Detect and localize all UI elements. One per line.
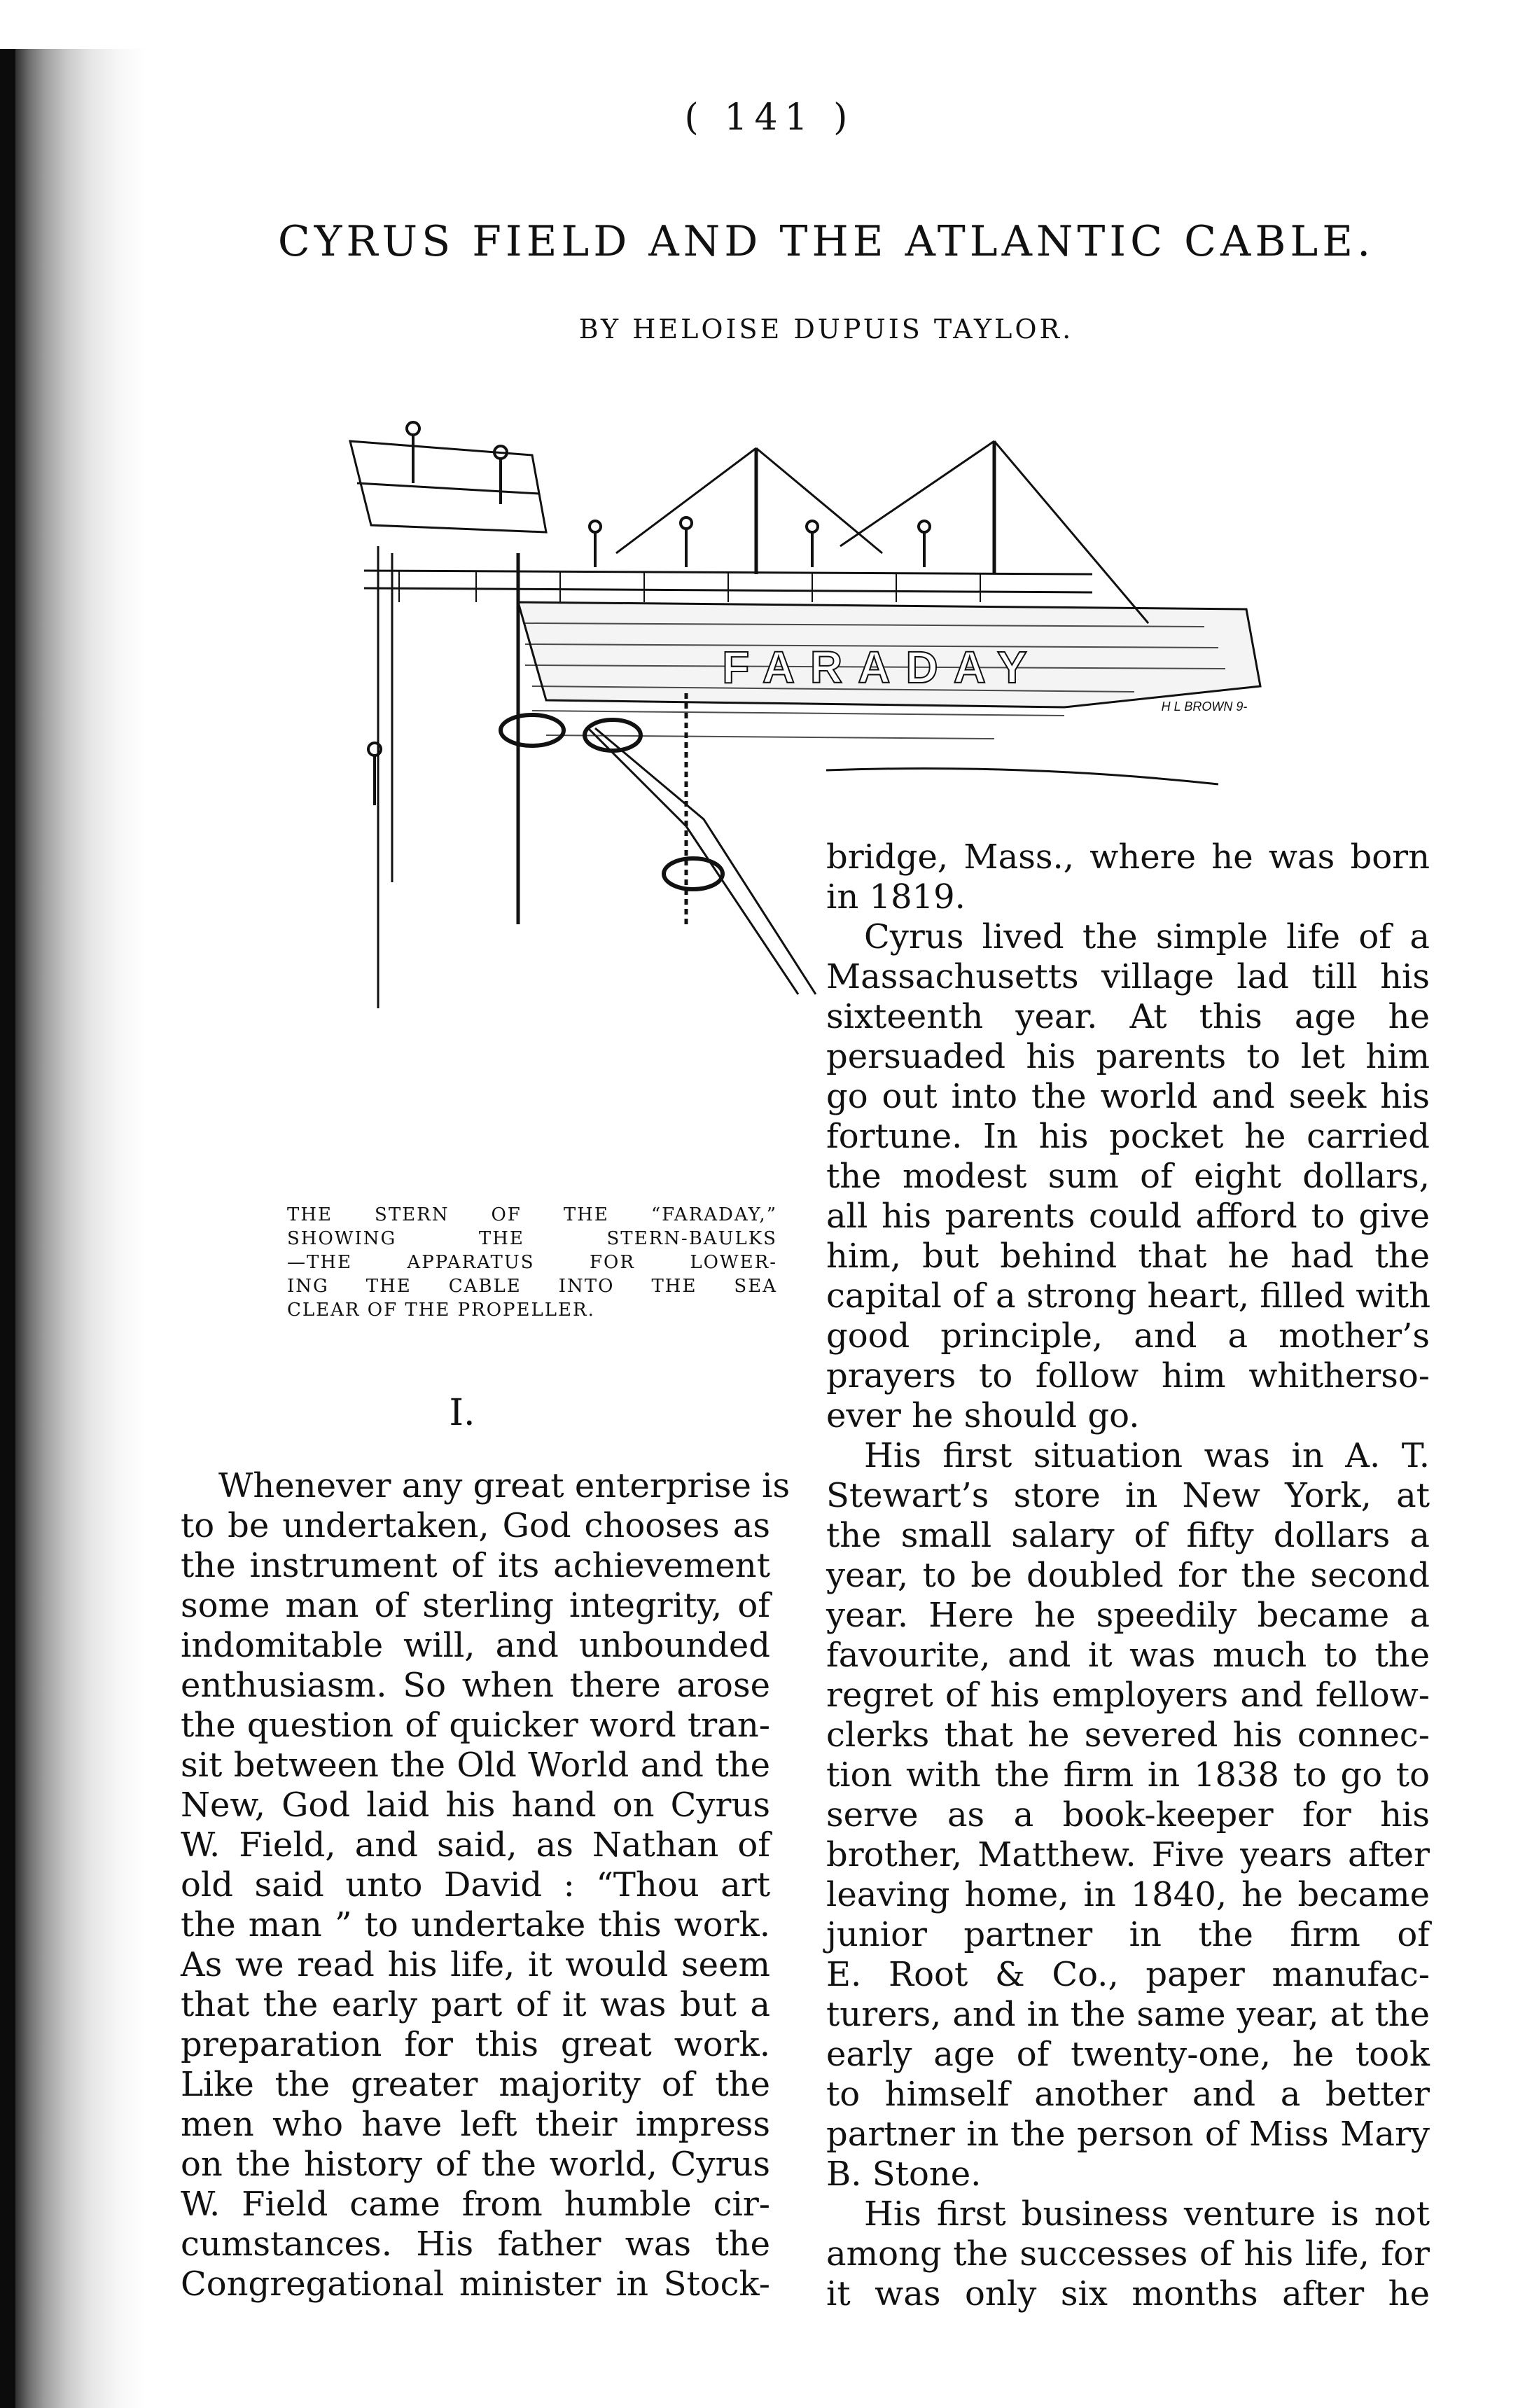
text-line: go out into the world and seek his [826,1077,1430,1116]
text-line: the instrument of its achievement [181,1546,770,1585]
article-byline: BY HELOISE DUPUIS TAYLOR. [578,314,1074,345]
text-line: partner in the person of Miss Mary [826,2115,1430,2154]
text-line: Stewart’s store in New York, at [826,1476,1430,1515]
text-line: W. Field, and said, as Nathan of [181,1825,770,1865]
text-line: Whenever any great enterprise is [218,1466,791,1505]
text-line: As we read his life, it would seem [181,1945,770,1984]
text-line: leaving home, in 1840, he became [826,1875,1430,1914]
artist-signature: H L BROWN 9- [1161,700,1248,714]
text-line: year. Here he speedily became a [826,1596,1430,1635]
text-line: Like the greater majority of the [181,2065,770,2104]
text-line: that the early part of it was but a [181,1985,770,2024]
caption-line: ING THE CABLE INTO THE SEA [287,1276,777,1297]
text-line: E. Root & Co., paper manufac- [826,1955,1430,1994]
text-line: persuaded his parents to let him [826,1037,1430,1076]
text-line: all his parents could afford to give [826,1197,1430,1236]
text-line: early age of twenty-one, he took [826,2035,1430,2074]
text-line: Massachusetts village lad till his [826,957,1430,996]
text-line: old said unto David : “Thou art [181,1865,770,1905]
ship-name-lettering: FARADAY [722,642,1043,693]
caption-line: SHOWING THE STERN-BAULKS [287,1228,777,1249]
text-line: B. Stone. [826,2155,982,2194]
text-line: sit between the Old World and the [181,1746,770,1785]
scan-edge [0,49,15,2408]
caption-line: CLEAR OF THE PROPELLER. [287,1300,595,1321]
text-line: some man of sterling integrity, of [181,1586,770,1625]
text-line: him, but behind that he had the [826,1237,1430,1276]
text-line: brother, Matthew. Five years after [826,1835,1430,1874]
left-column [181,1466,791,2304]
text-line: His first business venture is not [864,2194,1430,2234]
text-line: regret of his employers and fellow- [826,1676,1430,1715]
illustration-caption [287,1203,777,1322]
text-line: in 1819. [826,877,966,917]
text-line: indomitable will, and unbounded [181,1626,770,1665]
text-line: it was only six months after he [826,2274,1430,2313]
text-line: clerks that he severed his connec- [826,1715,1430,1755]
text-line: among the successes of his life, for [826,2234,1430,2274]
text-line: fortune. In his pocket he carried [826,1117,1430,1156]
text-line: Cyrus lived the simple life of a [864,917,1430,956]
text-line: preparation for this great work. [181,2025,770,2064]
text-line: Congregational minister in Stock- [181,2264,770,2304]
book-spine-shadow [0,49,147,2408]
text-line: the small salary of fifty dollars a [826,1516,1430,1555]
text-line: capital of a strong heart, filled with [826,1276,1430,1316]
article-title: CYRUS FIELD AND THE ATLANTIC CABLE. [277,217,1375,266]
text-line: sixteenth year. At this age he [826,997,1430,1036]
text-line: turers, and in the same year, at the [826,1995,1430,2034]
text-line: to be undertaken, God chooses as [181,1506,770,1545]
text-line: junior partner in the firm of [826,1915,1430,1954]
text-line: New, God laid his hand on Cyrus [181,1786,770,1825]
text-line: year, to be doubled for the second [826,1556,1430,1595]
text-line: ever he should go. [826,1396,1140,1435]
caption-line: THE STERN OF THE “FARADAY,” [287,1204,777,1225]
text-line: to himself another and a better [826,2075,1430,2114]
text-line: favourite, and it was much to the [826,1636,1430,1675]
section-heading: I. [449,1392,475,1434]
text-line: the question of quicker word tran- [181,1706,770,1745]
text-line: enthusiasm. So when there arose [181,1666,770,1705]
text-line: His first situation was in A. T. [864,1436,1430,1475]
right-column [826,837,1430,2314]
text-line: serve as a book-keeper for his [826,1795,1430,1835]
text-line: W. Field came from humble cir- [181,2185,770,2224]
caption-line: —THE APPARATUS FOR LOWER- [287,1252,777,1273]
page-number: ( 141 ) [684,97,855,139]
text-line: good principle, and a mother’s [826,1316,1430,1356]
text-line: tion with the firm in 1838 to go to [826,1755,1430,1795]
text-line: the modest sum of eight dollars, [826,1157,1430,1196]
text-line: on the history of the world, Cyrus [181,2145,770,2184]
text-line: men who have left their impress [181,2105,770,2144]
text-line: prayers to follow him whitherso- [826,1356,1430,1396]
text-line: cumstances. His father was the [181,2225,770,2264]
text-line: bridge, Mass., where he was born [826,837,1430,877]
text-line: the man ” to undertake this work. [181,1905,770,1944]
